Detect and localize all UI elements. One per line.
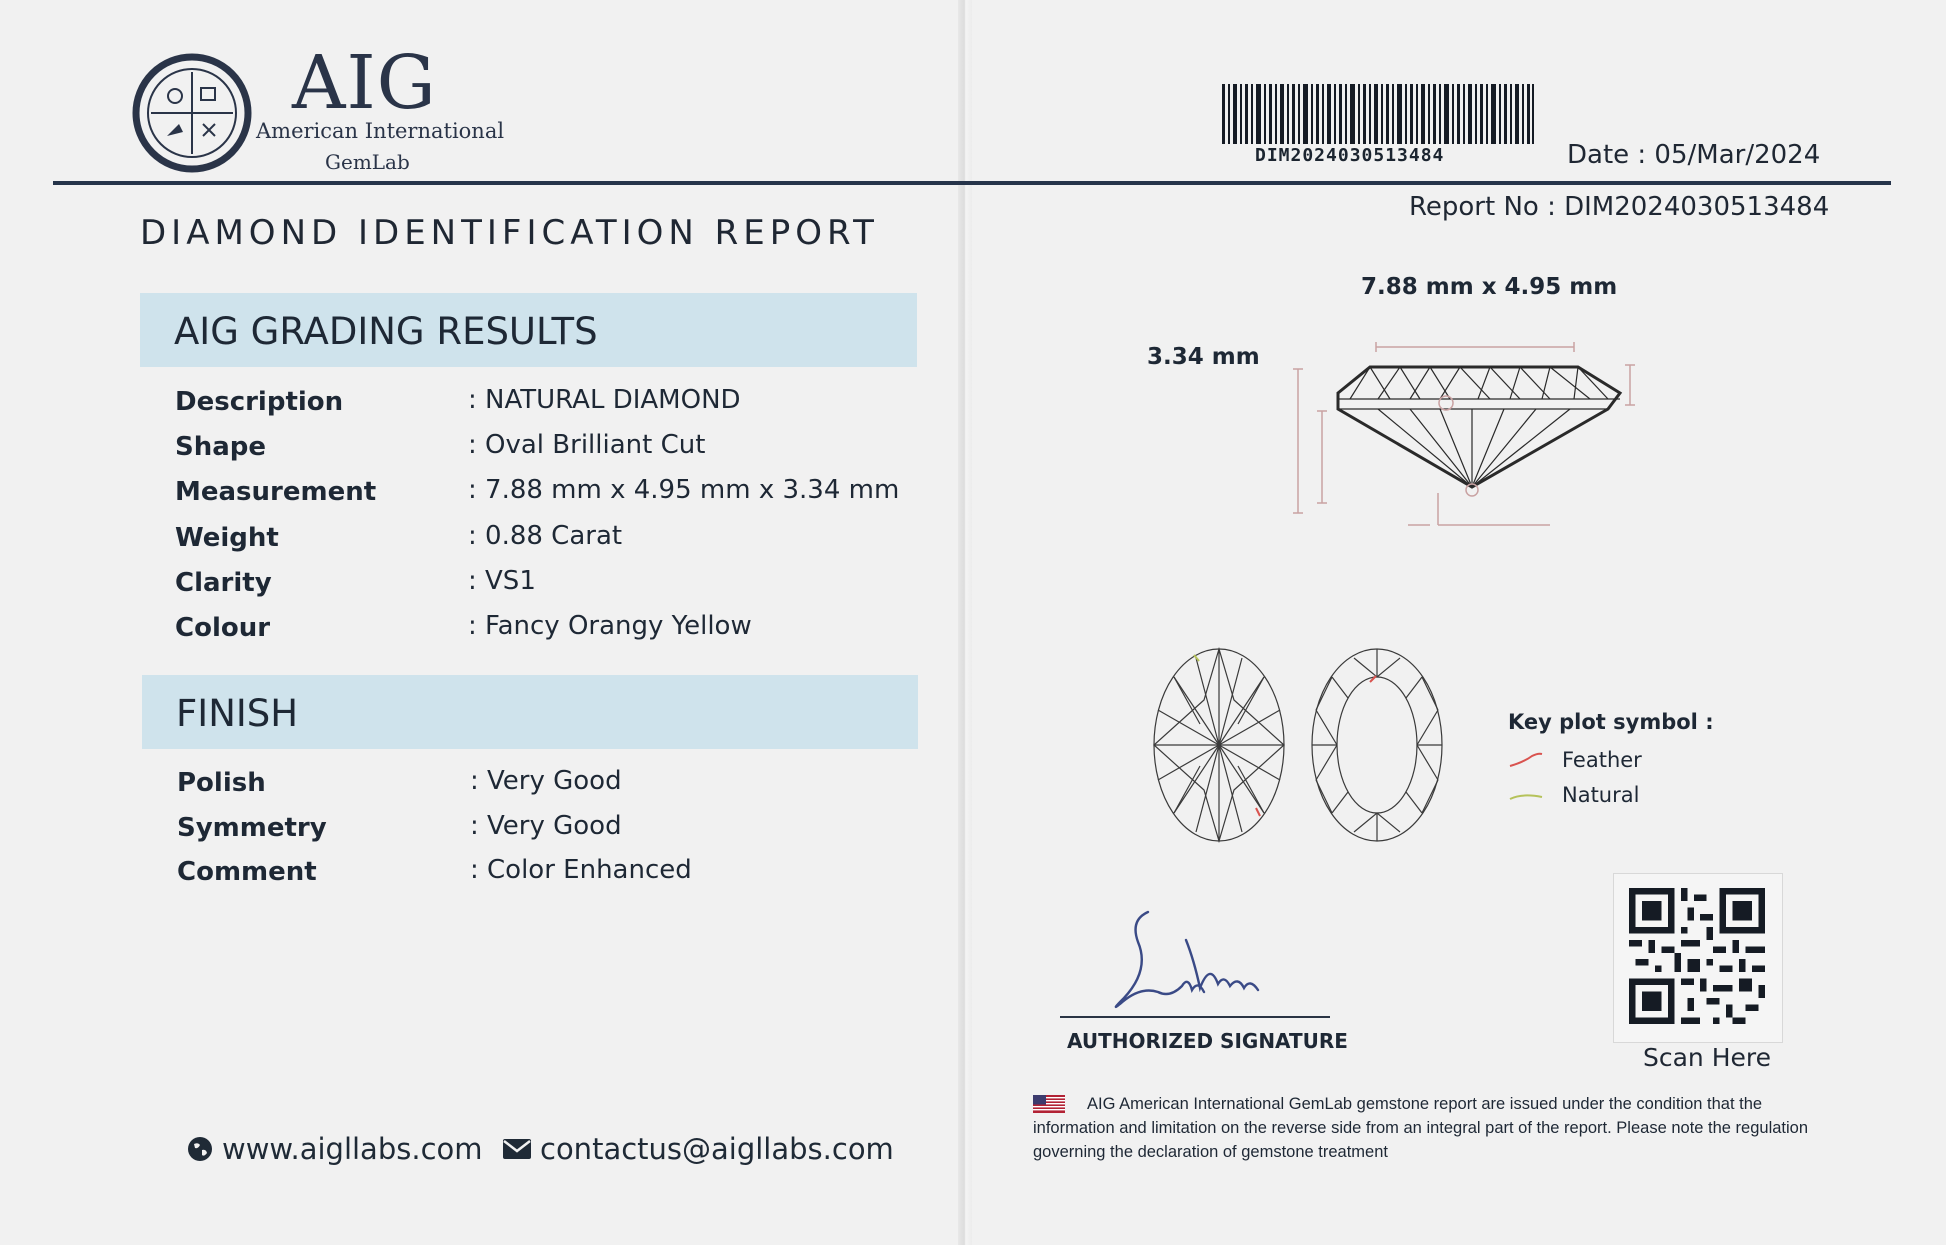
key-plot-title: Key plot symbol :: [1508, 710, 1714, 734]
page-fold: [958, 0, 972, 1245]
brand-name: AIG: [292, 40, 437, 126]
website-link[interactable]: [186, 1132, 483, 1166]
key-item-label: Natural: [1562, 783, 1640, 807]
key-item-label: Feather: [1562, 748, 1642, 772]
label-shape: Shape: [175, 432, 267, 462]
pavilion-plot-diagram: [1302, 640, 1452, 850]
signature-line: [1060, 1016, 1330, 1018]
label-measurement: Measurement: [175, 477, 377, 507]
report-number: Report No : DIM2024030513484: [1409, 192, 1830, 222]
label-description: Description: [175, 387, 344, 417]
grading-heading: AIG GRADING RESULTS: [174, 310, 598, 353]
globe-icon: [186, 1135, 214, 1163]
label-clarity: Clarity: [175, 568, 272, 598]
qr-code[interactable]: [1629, 888, 1765, 1024]
label-symmetry: Symmetry: [177, 813, 327, 843]
key-item-natural: [1508, 783, 1639, 807]
finish-heading: FINISH: [176, 692, 299, 735]
mail-icon: [502, 1137, 532, 1161]
feather-symbol-icon: [1508, 750, 1544, 770]
value-symmetry: : Very Good: [470, 811, 622, 841]
aig-logo-icon: [131, 52, 253, 174]
email-link[interactable]: [502, 1132, 894, 1166]
label-colour: Colour: [175, 613, 271, 643]
brand-subtitle: American International: [256, 119, 505, 143]
report-title: DIAMOND IDENTIFICATION REPORT: [140, 213, 879, 253]
value-polish: : Very Good: [470, 766, 622, 796]
dimension-length-width: 7.88 mm x 4.95 mm: [1361, 274, 1618, 300]
diamond-profile-diagram: [1290, 335, 1640, 535]
dimension-depth: 3.34 mm: [1147, 344, 1260, 370]
value-measurement: : 7.88 mm x 4.95 mm x 3.34 mm: [468, 475, 900, 505]
email-text: contactus@aigllabs.com: [540, 1132, 894, 1166]
natural-symbol-icon: [1508, 785, 1544, 805]
brand-subtitle-2: GemLab: [325, 150, 410, 174]
label-polish: Polish: [177, 768, 266, 798]
label-comment: Comment: [177, 857, 317, 887]
barcode-number: DIM2024030513484: [1255, 145, 1445, 166]
signature-image: [1100, 900, 1300, 1020]
website-text: www.aigllabs.com: [222, 1132, 483, 1166]
value-colour: : Fancy Orangy Yellow: [468, 611, 752, 641]
signature-label: AUTHORIZED SIGNATURE: [1067, 1029, 1348, 1053]
scan-here-label: Scan Here: [1643, 1043, 1772, 1072]
report-date: Date : 05/Mar/2024: [1567, 140, 1821, 170]
value-description: : NATURAL DIAMOND: [468, 385, 741, 415]
key-item-feather: [1508, 748, 1642, 772]
barcode-image: [1222, 84, 1534, 144]
disclaimer-text: AIG American International GemLab gemstone report are issued under the condition that the information and limitation on the reverse side from an integral part of the report. Please note the regulation governing the declaration of gemstone treatment: [1033, 1095, 1809, 1161]
crown-plot-diagram: [1144, 640, 1294, 850]
value-shape: : Oval Brilliant Cut: [468, 430, 706, 460]
value-comment: : Color Enhanced: [470, 855, 692, 885]
header-rule: [53, 181, 1891, 185]
value-weight: : 0.88 Carat: [468, 521, 623, 551]
label-weight: Weight: [175, 523, 279, 553]
value-clarity: : VS1: [468, 566, 536, 596]
